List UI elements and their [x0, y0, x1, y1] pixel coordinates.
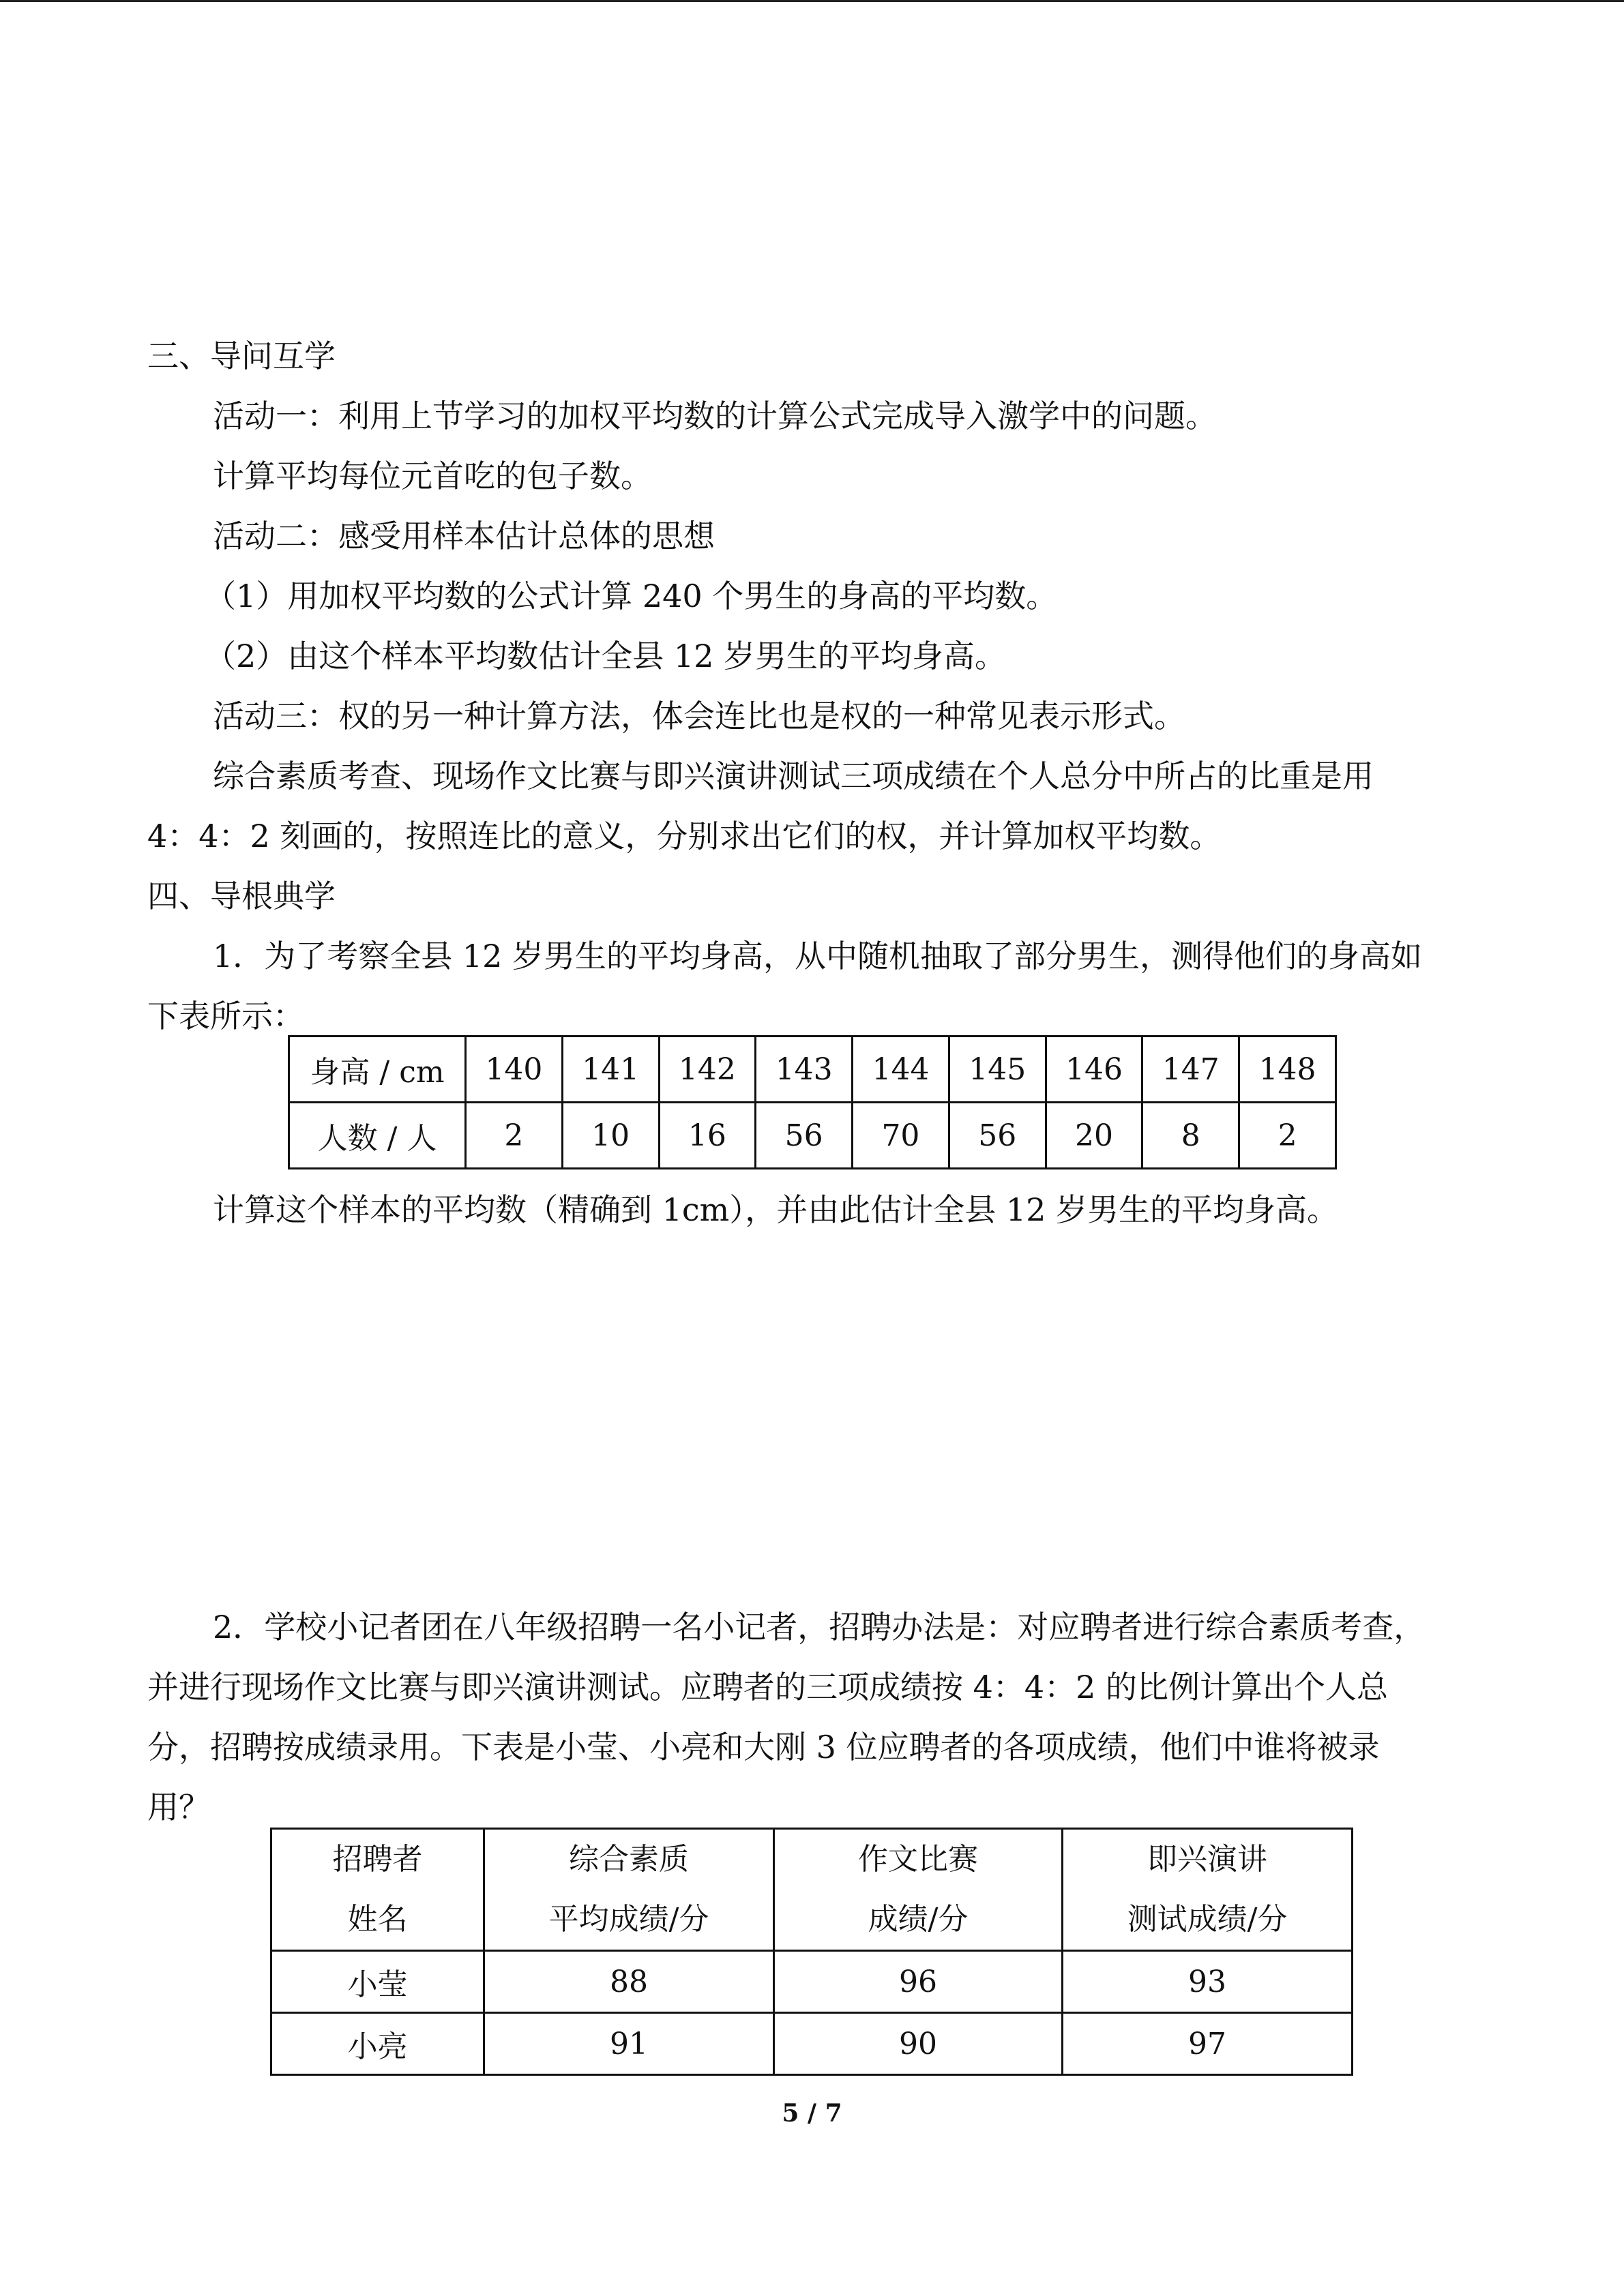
activity3-detail-line1: 综合素质考查、现场作文比赛与即兴演讲测试三项成绩在个人总分中所占的比重是用 — [213, 758, 1374, 794]
top-rule — [0, 0, 1624, 2]
problem1-line1: 1．为了考察全县 12 岁男生的平均身高，从中随机抽取了部分男生，测得他们的身高如 — [213, 938, 1423, 974]
count-label: 人数 / 人 — [289, 1103, 466, 1169]
count-cell: 56 — [756, 1103, 853, 1169]
applicant-name: 小莹 — [271, 1951, 484, 2013]
activity2-question1: （1）用加权平均数的公式计算 240 个男生的身高的平均数。 — [205, 578, 1058, 614]
activity1-text: 活动一：利用上节学习的加权平均数的计算公式完成导入激学中的问题。 — [213, 398, 1217, 434]
header-text: 即兴演讲 — [1147, 1842, 1267, 1877]
header-text: 姓名 — [347, 1902, 408, 1937]
header-text: 成绩/分 — [868, 1902, 969, 1937]
problem1-question: 计算这个样本的平均数（精确到 1cm），并由此估计全县 12 岁男生的平均身高。 — [213, 1191, 1339, 1228]
problem2-line1: 2．学校小记者团在八年级招聘一名小记者，招聘办法是：对应聘者进行综合素质考查， — [213, 1609, 1426, 1645]
count-cell: 10 — [562, 1103, 659, 1169]
table-row — [271, 1951, 1353, 2013]
height-row — [289, 1037, 1336, 1103]
header-text: 招聘者 — [332, 1842, 423, 1877]
header-text: 平均成绩/分 — [548, 1902, 709, 1937]
height-cell: 141 — [562, 1037, 659, 1103]
problem2-line3: 分，招聘按成绩录用。下表是小莹、小亮和大刚 3 位应聘者的各项成绩，他们中谁将被录 — [147, 1729, 1380, 1765]
activity2-text: 活动二：感受用样本估计总体的思想 — [213, 518, 715, 554]
header-text: 综合素质 — [569, 1842, 690, 1877]
applicant-name: 小亮 — [271, 2013, 484, 2075]
count-cell: 20 — [1046, 1103, 1142, 1169]
score-cell: 90 — [774, 2013, 1063, 2075]
count-cell: 56 — [949, 1103, 1046, 1169]
score-cell: 97 — [1063, 2013, 1353, 2075]
header-name-cell — [271, 1829, 484, 1951]
applicant-header-row — [271, 1829, 1353, 1951]
count-row — [289, 1103, 1336, 1169]
problem2-line4: 用？ — [147, 1789, 210, 1825]
count-cell: 2 — [1239, 1103, 1336, 1169]
header-text: 测试成绩/分 — [1127, 1902, 1288, 1937]
count-cell: 16 — [659, 1103, 756, 1169]
height-cell: 144 — [853, 1037, 949, 1103]
height-cell: 146 — [1046, 1037, 1142, 1103]
score-cell: 91 — [484, 2013, 774, 2075]
activity3-detail-line2: 4：4：2 刻画的，按照连比的意义，分别求出它们的权，并计算加权平均数。 — [147, 818, 1222, 854]
table-row — [271, 2013, 1353, 2075]
section3-heading: 三、导问互学 — [147, 338, 336, 374]
height-cell: 140 — [466, 1037, 563, 1103]
applicant-table — [270, 1828, 1353, 2076]
height-cell: 145 — [949, 1037, 1046, 1103]
score-cell: 93 — [1063, 1951, 1353, 2013]
score-cell: 88 — [484, 1951, 774, 2013]
problem2-line2: 并进行现场作文比赛与即兴演讲测试。应聘者的三项成绩按 4：4：2 的比例计算出个人总 — [147, 1669, 1389, 1705]
header-text: 作文比赛 — [858, 1842, 978, 1877]
header-quality-cell — [484, 1829, 774, 1951]
height-cell: 147 — [1142, 1037, 1239, 1103]
header-essay-cell — [774, 1829, 1063, 1951]
count-cell: 8 — [1142, 1103, 1239, 1169]
height-table — [288, 1035, 1337, 1169]
page-number: 5 / 7 — [782, 2099, 842, 2128]
count-cell: 70 — [853, 1103, 949, 1169]
activity1-task: 计算平均每位元首吃的包子数。 — [213, 458, 652, 494]
section4-heading: 四、导根典学 — [147, 878, 336, 914]
header-speech-cell — [1063, 1829, 1353, 1951]
height-cell: 148 — [1239, 1037, 1336, 1103]
count-cell: 2 — [466, 1103, 563, 1169]
problem1-line2: 下表所示： — [147, 998, 304, 1034]
height-label: 身高 / cm — [289, 1037, 466, 1103]
height-cell: 142 — [659, 1037, 756, 1103]
activity3-text: 活动三：权的另一种计算方法，体会连比也是权的一种常见表示形式。 — [213, 698, 1185, 734]
height-cell: 143 — [756, 1037, 853, 1103]
activity2-question2: （2）由这个样本平均数估计全县 12 岁男生的平均身高。 — [205, 638, 1007, 674]
score-cell: 96 — [774, 1951, 1063, 2013]
